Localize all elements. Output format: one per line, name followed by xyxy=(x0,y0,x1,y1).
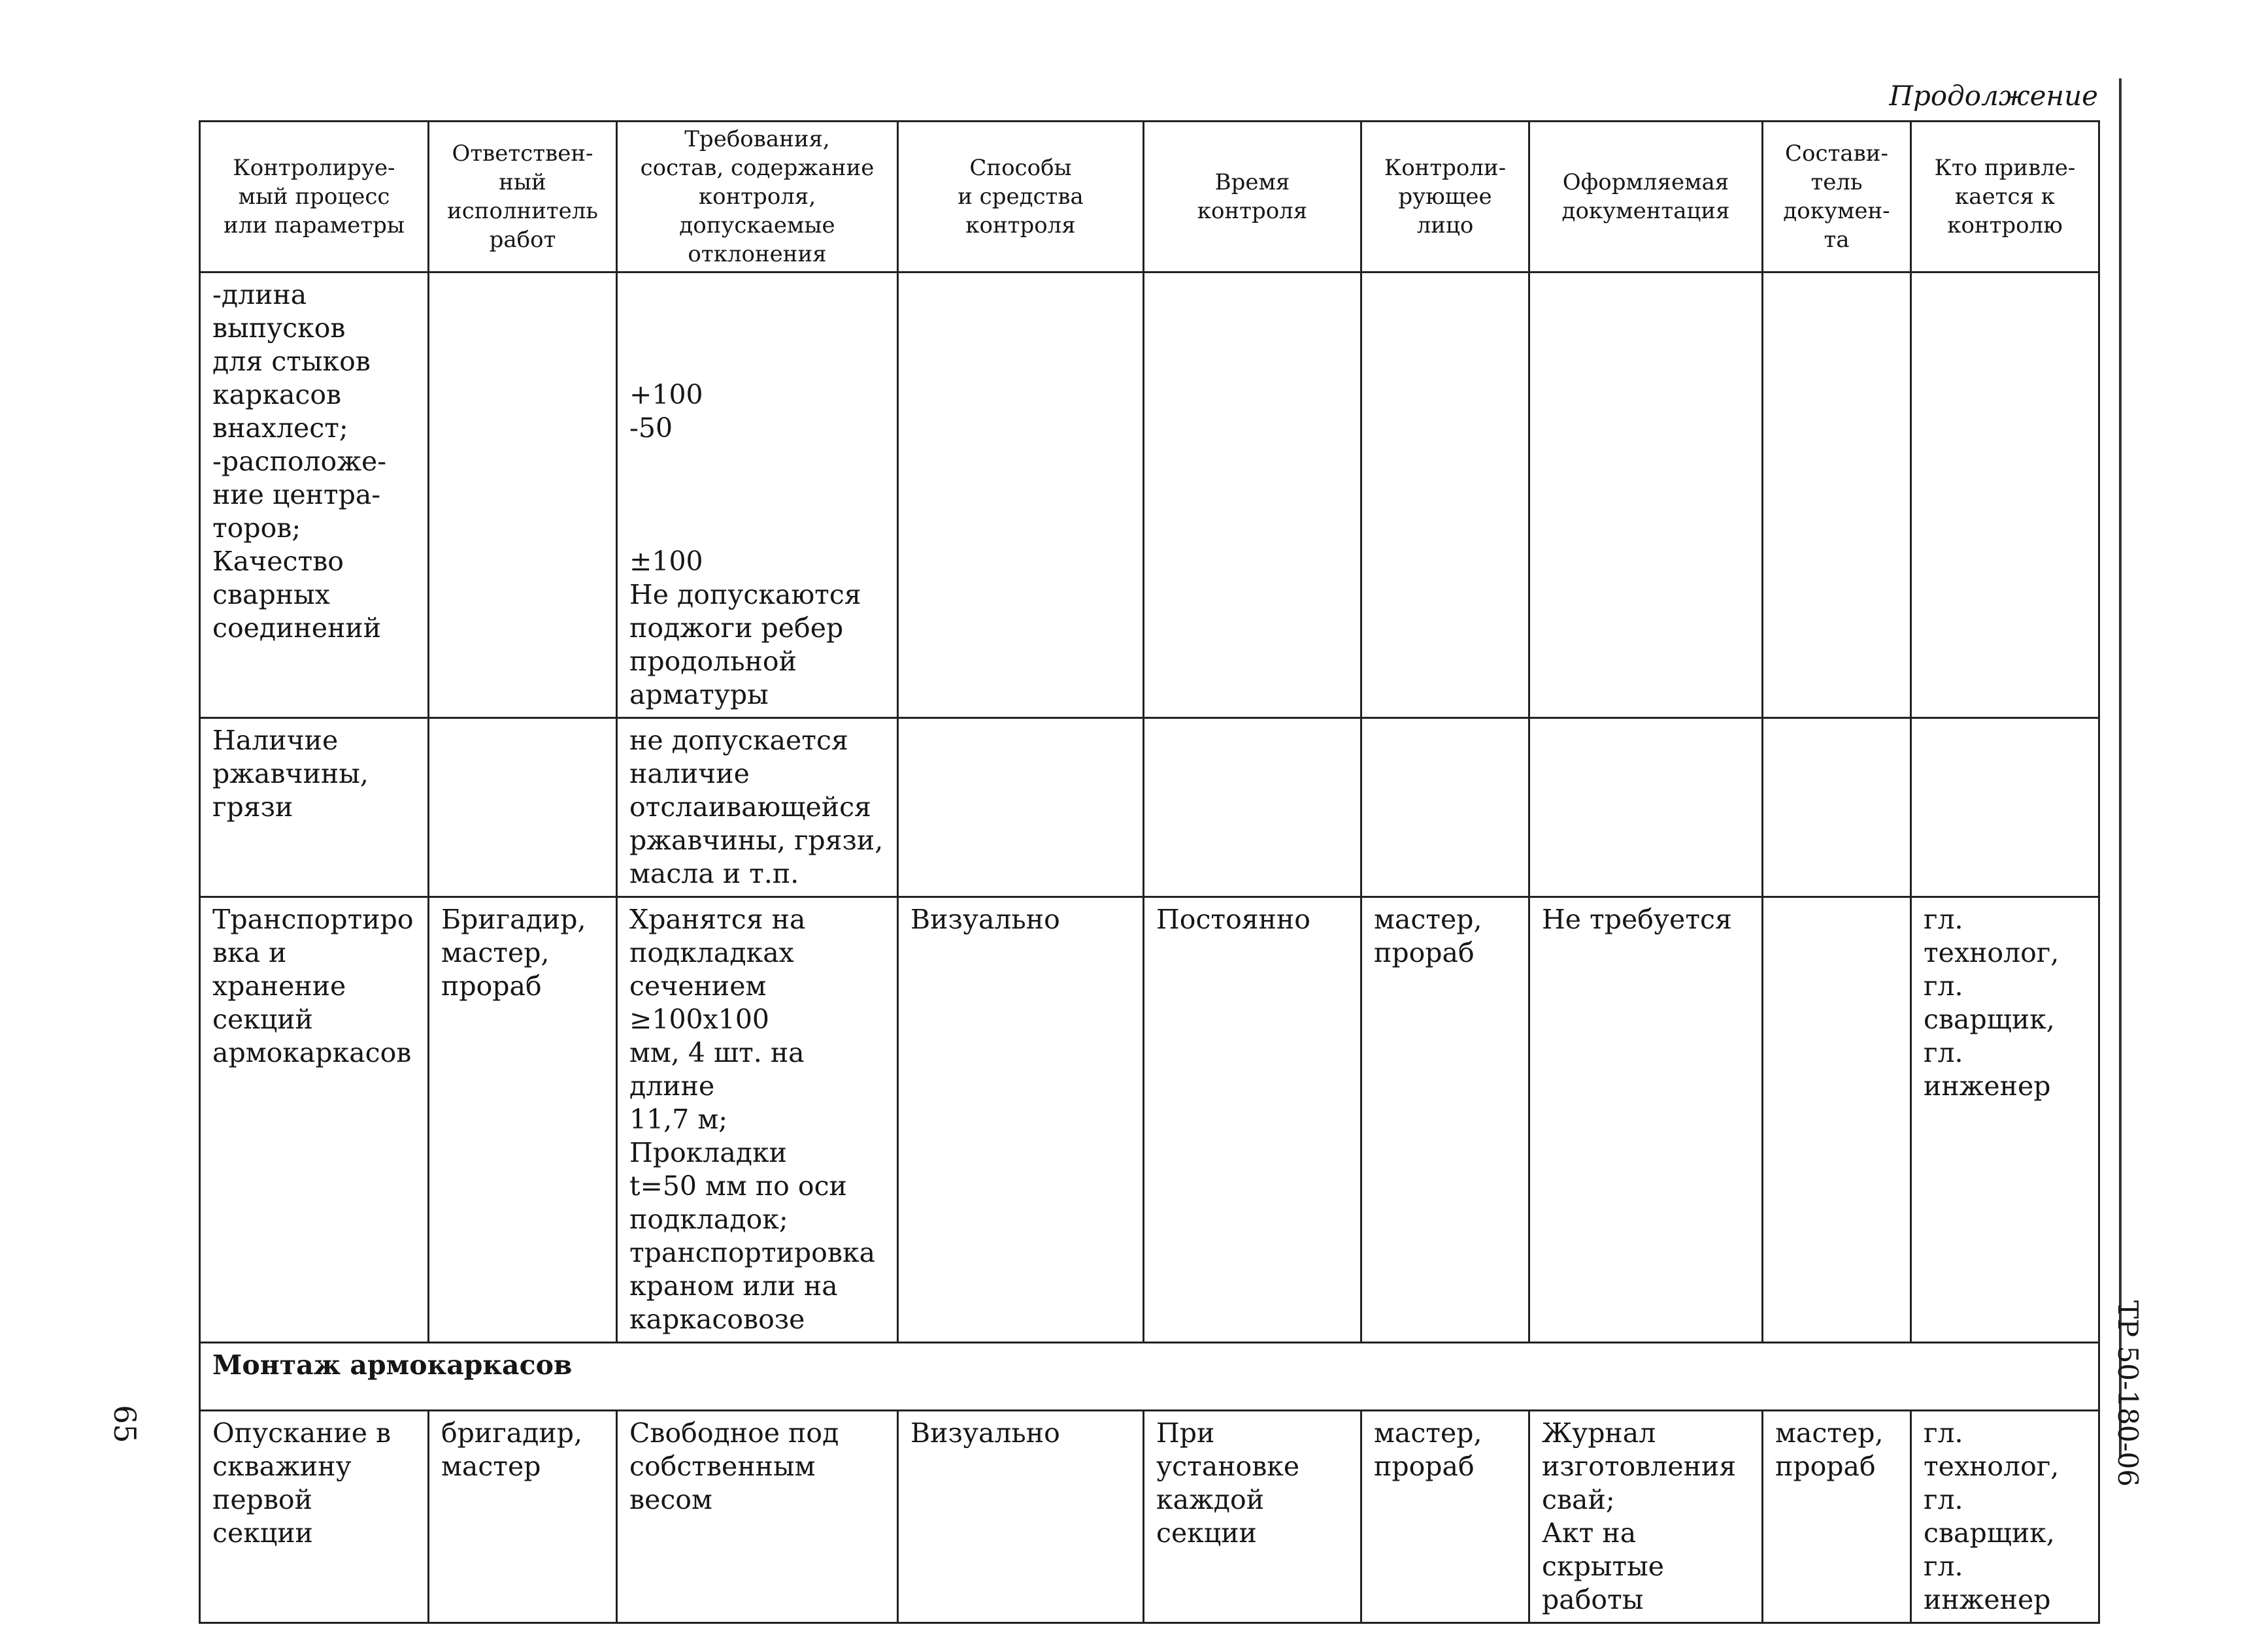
cell-executor xyxy=(429,718,617,897)
cell-controller: мастер, прораб xyxy=(1361,1411,1529,1623)
header-process: Контролируе- мый процесс или параметры xyxy=(200,122,429,272)
cell-requirements: Хранятся на подкладках сечением ≥100х100 мм, 4 шт. на длине 11,7 м; Прокладки t=50 мм по оси подкладок; транспортировка краном или на каркасовозе xyxy=(617,897,898,1343)
cell-controller xyxy=(1361,718,1529,897)
cell-methods xyxy=(898,272,1144,718)
cell-requirements: +100 -50 ±100 Не допускаются поджоги ребер продольной арматуры xyxy=(617,272,898,718)
cell-executor: Бригадир, мастер, прораб xyxy=(429,897,617,1343)
cell-documentation xyxy=(1529,272,1763,718)
cell-involved xyxy=(1911,718,2099,897)
cell-process: -длина выпусков для стыков каркасов внахлест; -расположе- ние центра- торов; Качество сварных соединений xyxy=(200,272,429,718)
section-header-row xyxy=(200,1343,2099,1411)
section-title: Монтаж армокаркасов xyxy=(212,1349,573,1381)
cell-process: Наличие ржавчины, грязи xyxy=(200,718,429,897)
cell-requirements: Свободное под собственным весом xyxy=(617,1411,898,1623)
cell-involved: гл. технолог, гл. сварщик, гл. инженер xyxy=(1911,897,2099,1343)
cell-executor: бригадир, мастер xyxy=(429,1411,617,1623)
header-documentation: Оформляемая документация xyxy=(1529,122,1763,272)
cell-doc-author xyxy=(1763,718,1911,897)
cell-involved: гл. технолог, гл. сварщик, гл. инженер xyxy=(1911,1411,2099,1623)
header-requirements: Требования, состав, содержание контроля, допускаемые отклонения xyxy=(617,122,898,272)
cell-documentation: Не требуется xyxy=(1529,897,1763,1343)
cell-methods: Визуально xyxy=(898,897,1144,1343)
cell-doc-author: мастер, прораб xyxy=(1763,1411,1911,1623)
header-doc-author: Состави- тель докумен- та xyxy=(1763,122,1911,272)
cell-doc-author xyxy=(1763,272,1911,718)
cell-time: Постоянно xyxy=(1144,897,1361,1343)
page-number: 65 xyxy=(107,1405,142,1443)
cell-doc-author xyxy=(1763,897,1911,1343)
cell-process: Опускание в скважину первой секции xyxy=(200,1411,429,1623)
cell-requirements: не допускается наличие отслаивающейся ржавчины, грязи, масла и т.п. xyxy=(617,718,898,897)
cell-documentation: Журнал изготовления свай; Акт на скрытые работы xyxy=(1529,1411,1763,1623)
header-involved: Кто привле- кается к контролю xyxy=(1911,122,2099,272)
header-controller: Контроли- рующее лицо xyxy=(1361,122,1529,272)
cell-involved xyxy=(1911,272,2099,718)
section-title-cell xyxy=(200,1343,2099,1411)
header-executor: Ответствен- ный исполнитель работ xyxy=(429,122,617,272)
cell-process: Транспортиро вка и хранение секций армокаркасов xyxy=(200,897,429,1343)
table-row xyxy=(200,897,2099,1343)
table-row xyxy=(200,718,2099,897)
document-code: ТР 50-180-06 xyxy=(2112,1300,2144,1487)
cell-documentation xyxy=(1529,718,1763,897)
cell-executor xyxy=(429,272,617,718)
cell-methods: Визуально xyxy=(898,1411,1144,1623)
cell-time: При установке каждой секции xyxy=(1144,1411,1361,1623)
header-time: Время контроля xyxy=(1144,122,1361,272)
table-row xyxy=(200,1411,2099,1623)
margin-line xyxy=(2119,78,2122,1458)
cell-methods xyxy=(898,718,1144,897)
header-methods: Способы и средства контроля xyxy=(898,122,1144,272)
table-header-row xyxy=(200,122,2099,272)
cell-controller xyxy=(1361,272,1529,718)
cell-time xyxy=(1144,272,1361,718)
control-table xyxy=(199,120,2100,1624)
continuation-label: Продолжение xyxy=(1889,80,2098,112)
table-row xyxy=(200,272,2099,718)
cell-time xyxy=(1144,718,1361,897)
cell-controller: мастер, прораб xyxy=(1361,897,1529,1343)
